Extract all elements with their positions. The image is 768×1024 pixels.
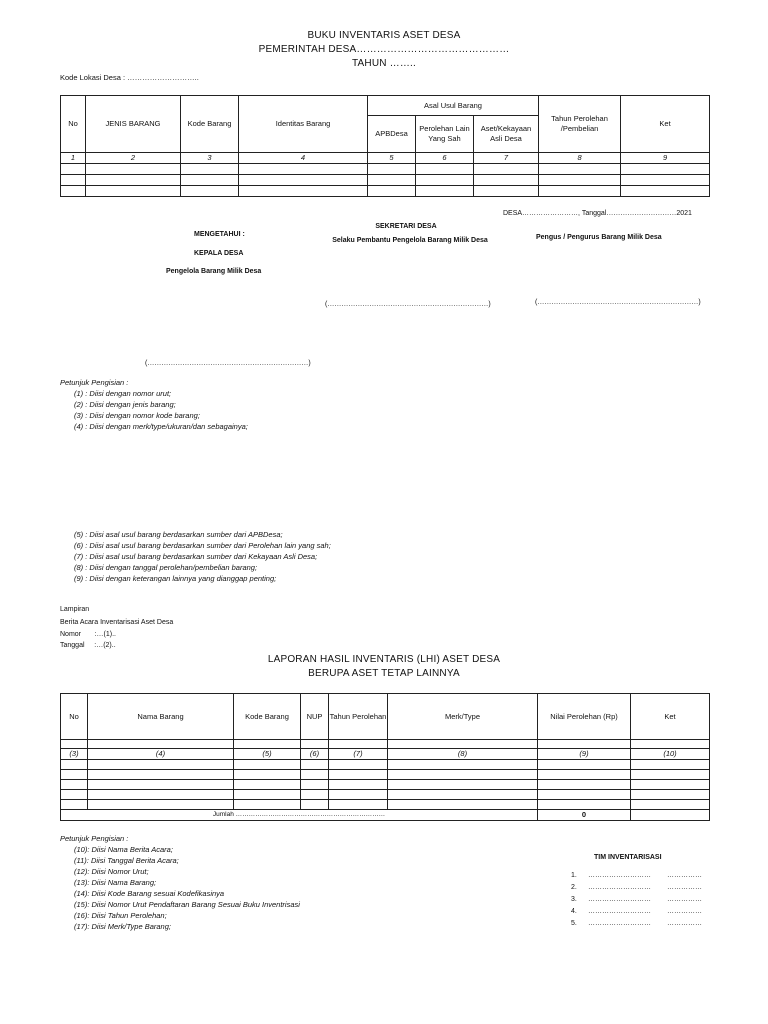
petunjuk2-item: (13): Diisi Nama Barang; bbox=[74, 878, 157, 887]
tim-number: 5. bbox=[571, 920, 577, 927]
column-number: 9 bbox=[621, 153, 710, 164]
signature-blank-sekretaris: (……………………………………………………………) bbox=[325, 301, 491, 308]
table-row bbox=[61, 175, 710, 186]
tim-number: 4. bbox=[571, 908, 577, 915]
col-header-nama-barang: Nama Barang bbox=[88, 694, 234, 740]
table-row bbox=[61, 186, 710, 197]
report-subtitle: BERUPA ASET TETAP LAINNYA bbox=[308, 668, 460, 679]
nomor-label: Nomor :…(1).. bbox=[60, 631, 117, 638]
tim-name-blank: ……………………… bbox=[588, 896, 651, 903]
column-number-row bbox=[61, 749, 710, 760]
petunjuk-item: (6) : Diisi asal usul barang berdasarkan sumber dari Perolehan lain yang sah; bbox=[74, 541, 331, 550]
tim-name-blank: ……………………… bbox=[588, 920, 651, 927]
tim-number: 3. bbox=[571, 896, 577, 903]
col-header-no: No bbox=[61, 96, 86, 153]
tanggal-label: Tanggal :…(2).. bbox=[60, 642, 116, 649]
table-row bbox=[61, 780, 710, 790]
petunjuk2-item: (16): Diisi Tahun Perolehan; bbox=[74, 911, 167, 920]
tim-sign-blank: …………… bbox=[667, 884, 702, 891]
doc-subtitle-tahun: TAHUN …….. bbox=[351, 58, 417, 69]
petunjuk2-item: (12): Diisi Nomor Urut; bbox=[74, 867, 149, 876]
petunjuk-title: Petunjuk Pengisian : bbox=[60, 378, 129, 387]
col-header-perolehan-lain: Perolehan Lain Yang Sah bbox=[416, 116, 474, 153]
tim-sign-blank: …………… bbox=[667, 872, 702, 879]
column-number: (5) bbox=[234, 749, 301, 760]
petunjuk2-item: (10): Diisi Nama Berita Acara; bbox=[74, 845, 173, 854]
column-number: 7 bbox=[474, 153, 539, 164]
column-number: (6) bbox=[301, 749, 329, 760]
column-number: 6 bbox=[416, 153, 474, 164]
petunjuk-item: (5) : Diisi asal usul barang berdasarkan sumber dari APBDesa; bbox=[74, 530, 283, 539]
column-number: 4 bbox=[239, 153, 368, 164]
jumlah-label: Jumlah …………………………………………………………… bbox=[61, 810, 538, 821]
column-number: 1 bbox=[61, 153, 86, 164]
date-line: DESA……………………, Tanggal…………………………2021 bbox=[503, 210, 692, 217]
kepala-desa-label: KEPALA DESA bbox=[194, 250, 244, 257]
petunjuk2-item: (14): Diisi Kode Barang sesuai Kodefikasinya bbox=[74, 889, 225, 898]
column-number: (4) bbox=[88, 749, 234, 760]
col-header-nilai-perolehan: Nilai Perolehan (Rp) bbox=[538, 694, 631, 740]
petunjuk-item: (9) : Diisi dengan keterangan lainnya yang dianggap penting; bbox=[74, 574, 277, 583]
col-header-kode-barang: Kode Barang bbox=[234, 694, 301, 740]
mengetahui-label: MENGETAHUI : bbox=[194, 231, 245, 238]
col-header-asal-usul: Asal Usul Barang bbox=[368, 96, 539, 116]
column-number: (10) bbox=[631, 749, 710, 760]
col-header-tahun-perolehan: Tahun Perolehan bbox=[329, 694, 388, 740]
col-header-jenis-barang: JENIS BARANG bbox=[86, 96, 181, 153]
column-number-row bbox=[61, 153, 710, 164]
col-header-nup: NUP bbox=[301, 694, 329, 740]
report-title: LAPORAN HASIL INVENTARIS (LHI) ASET DESA bbox=[267, 654, 501, 665]
doc-subtitle-pemerintah: PEMERINTAH DESA……………………………………… bbox=[258, 44, 510, 55]
lhi-table bbox=[60, 693, 710, 821]
selaku-label: Selaku Pembantu Pengelola Barang Milik Desa bbox=[332, 237, 488, 244]
col-header-merk-type: Merk/Type bbox=[388, 694, 538, 740]
column-number: 3 bbox=[181, 153, 239, 164]
column-number: (7) bbox=[329, 749, 388, 760]
tim-sign-blank: …………… bbox=[667, 920, 702, 927]
col-header-apbdesa: APBDesa bbox=[368, 116, 416, 153]
col-header-tahun-perolehan: Tahun Perolehan /Pembelian bbox=[539, 96, 621, 153]
column-number: (3) bbox=[61, 749, 88, 760]
col-header-no: No bbox=[61, 694, 88, 740]
lampiran-label: Lampiran bbox=[60, 606, 90, 613]
table-row bbox=[61, 800, 710, 810]
doc-title: BUKU INVENTARIS ASET DESA bbox=[307, 30, 461, 41]
col-header-identitas-barang: Identitas Barang bbox=[239, 96, 368, 153]
table-row bbox=[61, 790, 710, 800]
petunjuk-item: (7) : Diisi asal usul barang berdasarkan sumber dari Kekayaan Asli Desa; bbox=[74, 552, 318, 561]
inventory-table bbox=[60, 95, 710, 197]
table-row bbox=[61, 770, 710, 780]
column-number: 8 bbox=[539, 153, 621, 164]
petunjuk2-item: (17): Diisi Merk/Type Barang; bbox=[74, 922, 171, 931]
jumlah-row bbox=[61, 810, 710, 821]
col-header-ket: Ket bbox=[631, 694, 710, 740]
signature-blank-pengurus: (……………………………………………………………) bbox=[535, 299, 701, 306]
table-row bbox=[61, 164, 710, 175]
jumlah-total: 0 bbox=[538, 810, 631, 821]
tim-sign-blank: …………… bbox=[667, 908, 702, 915]
petunjuk2-title: Petunjuk Pengisian : bbox=[60, 834, 129, 843]
tim-name-blank: ……………………… bbox=[588, 872, 651, 879]
petunjuk-item: (8) : Diisi dengan tanggal perolehan/pembelian barang; bbox=[74, 563, 258, 572]
sekretaris-label: SEKRETARI DESA bbox=[375, 223, 437, 230]
pengurus-label: Pengus / Pengurus Barang Milik Desa bbox=[536, 234, 662, 241]
col-header-ket: Ket bbox=[621, 96, 710, 153]
column-number: (8) bbox=[388, 749, 538, 760]
petunjuk-item: (3) : Diisi dengan nomor kode barang; bbox=[74, 411, 200, 420]
petunjuk-item: (4) : Diisi dengan merk/type/ukuran/dan sebagainya; bbox=[74, 422, 248, 431]
column-number: (9) bbox=[538, 749, 631, 760]
column-number: 5 bbox=[368, 153, 416, 164]
tim-name-blank: ……………………… bbox=[588, 908, 651, 915]
tim-title: TIM INVENTARISASI bbox=[594, 854, 662, 861]
table-row bbox=[61, 760, 710, 770]
petunjuk-item: (2) : Diisi dengan jenis barang; bbox=[74, 400, 176, 409]
petunjuk-item: (1) : Diisi dengan nomor urut; bbox=[74, 389, 172, 398]
table-row bbox=[61, 740, 710, 749]
berita-acara-label: Berita Acara Inventarisasi Aset Desa bbox=[60, 619, 174, 626]
col-header-aset-kekayaan: Aset/Kekayaan Asli Desa bbox=[474, 116, 539, 153]
signature-blank-kepala: (……………………………………………………………) bbox=[145, 360, 311, 367]
column-number: 2 bbox=[86, 153, 181, 164]
tim-name-blank: ……………………… bbox=[588, 884, 651, 891]
tim-number: 2. bbox=[571, 884, 577, 891]
tim-number: 1. bbox=[571, 872, 577, 879]
tim-sign-blank: …………… bbox=[667, 896, 702, 903]
pengelola-label: Pengelola Barang Milik Desa bbox=[166, 268, 262, 275]
petunjuk2-item: (11): Diisi Tanggal Berita Acara; bbox=[74, 856, 179, 865]
petunjuk2-item: (15): Diisi Nomor Urut Pendaftaran Barang Sesuai Buku Inventrisasi bbox=[74, 900, 300, 909]
kode-lokasi: Kode Lokasi Desa : ……………………….. bbox=[60, 73, 199, 82]
col-header-kode-barang: Kode Barang bbox=[181, 96, 239, 153]
